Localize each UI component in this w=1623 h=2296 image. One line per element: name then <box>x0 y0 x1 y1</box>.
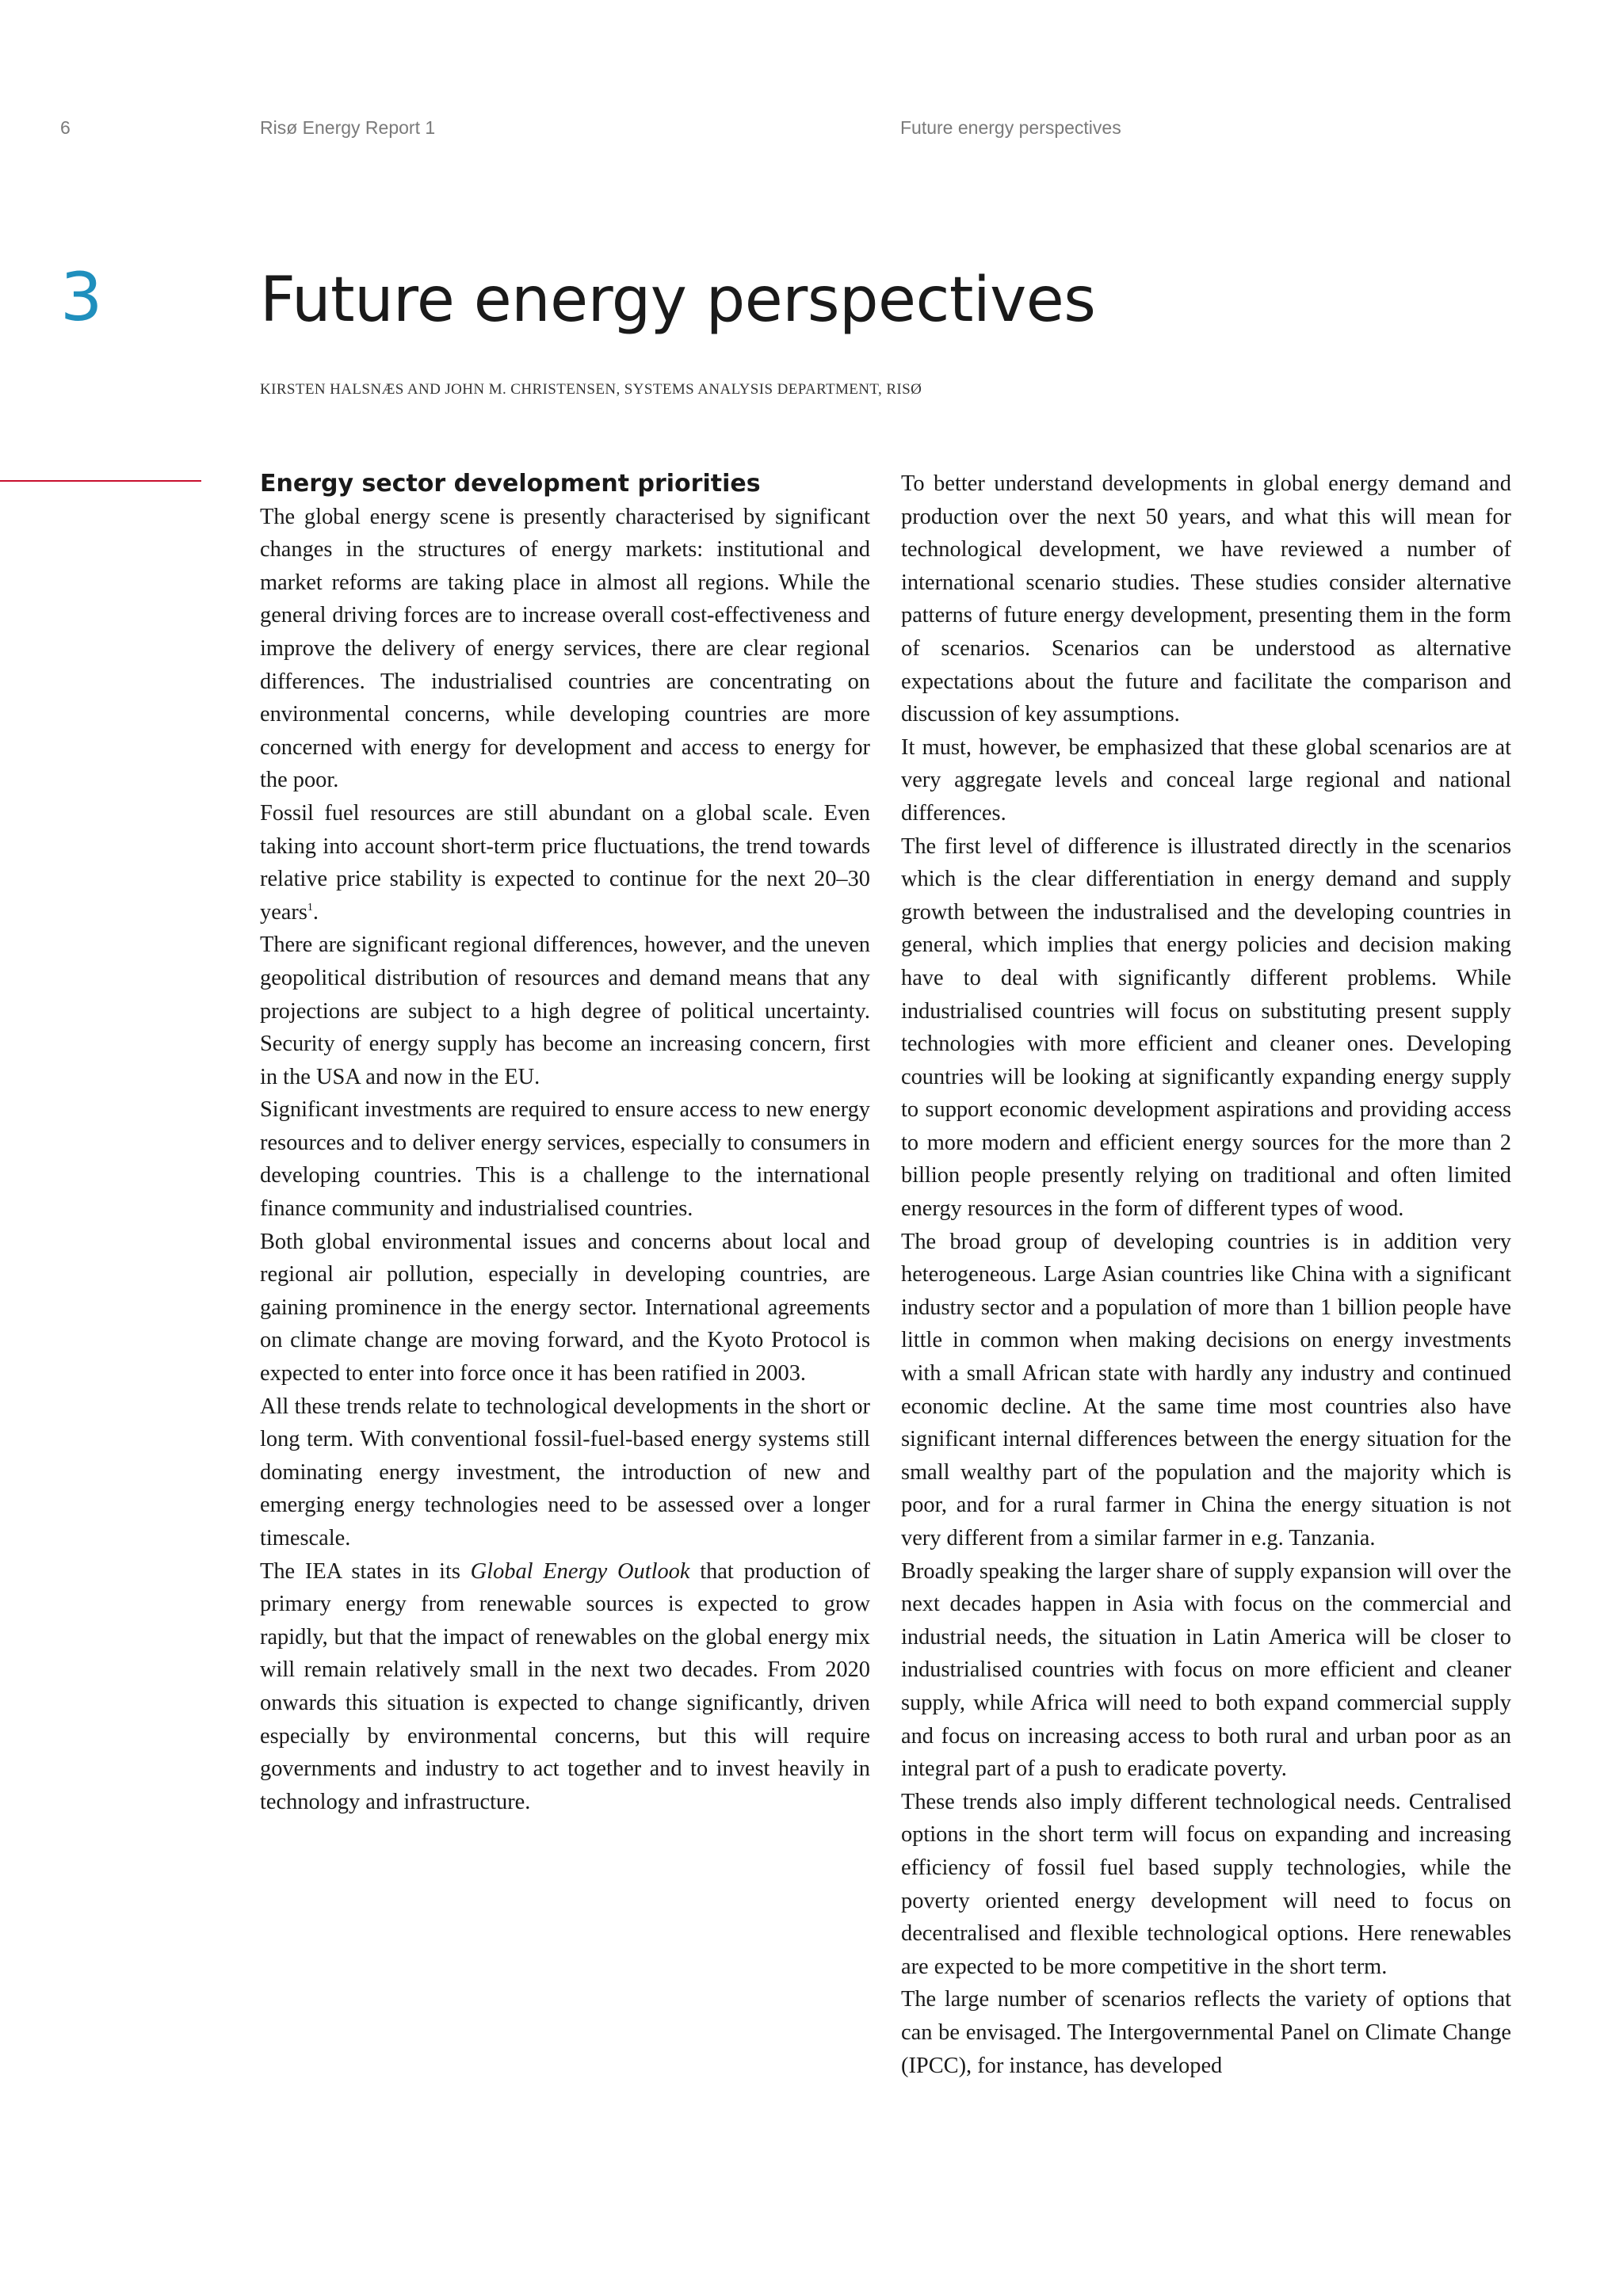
report-title: Risø Energy Report 1 <box>260 117 436 138</box>
paragraph-2-text: Fossil fuel resources are still abundant on a global scale. Even taking into account short-term price fluctuations, the trend towards relative price stability is expected to continue for the next 20–30 years <box>260 800 870 925</box>
paragraph-10: The first level of difference is illustrated directly in the scenarios which is the clear differentiation in energy demand and supply growth between the industralised and the developing countries in general, which implies that energy policies and decision making have to deal with significantly different problems. While industrialised countries will focus on substituting present supply technologies with more efficient and cleaner ones. Developing countries will be looking at significantly expanding energy supply to support economic development aspirations and providing access to more modern and efficient energy sources for the more than 2 billion people presently relying on traditional and often limited energy resources in the form of different types of wood. <box>901 833 1511 1222</box>
paragraph-7-rest: that production of primary energy from renewable sources is expected to grow rapidly, but that the impact of renewables on the global energy mix will remain relatively small in the next two decades. From 2020 onwards this situation is expected to change significantly, driven especially by environmental concerns, but this will require governments and industry to act together and to invest heavily in technology and infrastructure. <box>260 1558 870 1814</box>
publication-title: Global Energy Outlook <box>470 1558 690 1584</box>
paragraph-1: The global energy scene is presently characterised by significant changes in the structures of energy markets: institutional and market reforms are taking place in almost all regions. While the general driving forces are to increase overall cost-effectiveness and improve the delivery of energy services, there are clear regional differences. The industrialised countries are concentrating on environmental concerns, while developing countries are more concerned with energy for development and access to energy for the poor. <box>260 504 870 793</box>
paragraph-7 <box>260 1555 870 1819</box>
chapter-title: Future energy perspectives <box>260 265 1096 336</box>
paragraph-7-start: The IEA states in its <box>260 1558 471 1584</box>
paragraph-13: These trends also imply different technological needs. Centralised options in the short term will focus on expanding and increasing efficiency of fossil fuel based supply technologies, while the poverty oriented energy development will need to focus on decentralised and flexible technological options. Here renewables are expected to be more competitive in the short term. <box>901 1789 1511 1979</box>
footnote-marker: 1 <box>307 901 313 913</box>
paragraph-5: Both global environmental issues and concerns about local and regional air pollution, especially in developing countries, are gaining prominence in the energy sector. International agreements on climate change are moving forward, and the Kyoto Protocol is expected to enter into force once it has been ratified in 2003. <box>260 1229 870 1386</box>
paragraph-2 <box>260 797 870 929</box>
section-heading: Energy sector development priorities <box>260 470 761 498</box>
text-column-left <box>260 467 870 1818</box>
paragraph-8-continued: To better understand developments in global energy demand and production over the next 50 years, and what this will mean for technological development, we have reviewed a number of international scenario studies. These studies consider alternative patterns of future energy development, presenting them in the form of scenarios. Scenarios can be understood as alternative expectations about the future and facilitate the comparison and discussion of key assumptions. <box>901 471 1511 727</box>
chapter-number: 3 <box>60 258 103 336</box>
paragraph-3: There are significant regional differences, however, and the uneven geopolitical distribution of resources and demand means that any projections are subject to a high degree of political uncertainty. Security of energy supply has become an increasing concern, first in the USA and now in the EU. <box>260 933 870 1089</box>
running-section-title: Future energy perspectives <box>900 117 1121 138</box>
paragraph-11: The broad group of developing countries is in addition very heterogeneous. Large Asian countries like China with a significant industry sector and a population of more than 1 billion people have little in common when making decisions on energy investments with a small African state with hardly any industry and continued economic decline. At the same time most countries also have significant internal differences between the energy situation for the small wealthy part of the population and the majority which is poor, and for a rural farmer in China the energy situation is not very different from a similar farmer in e.g. Tanzania. <box>901 1229 1511 1550</box>
paragraph-6: All these trends relate to technological developments in the short or long term. With conventional fossil-fuel-based energy systems still dominating energy investment, the introduction of new and emerging energy technologies need to be assessed over a longer timescale. <box>260 1394 870 1550</box>
page-number: 6 <box>60 117 71 138</box>
paragraph-4: Significant investments are required to ensure access to new energy resources and to deliver energy services, especially to consumers in developing countries. This is a challenge to the international finance community and industrialised countries. <box>260 1097 870 1222</box>
paragraph-14: The large number of scenarios reflects the variety of options that can be envisaged. The Intergovernmental Panel on Climate Change (IPCC), for instance, has developed <box>901 1987 1511 2078</box>
paragraph-9: It must, however, be emphasized that these global scenarios are at very aggregate levels and conceal large regional and national differences. <box>901 734 1511 826</box>
chapter-authors: KIRSTEN HALSNÆS AND JOHN M. CHRISTENSEN, SYSTEMS ANALYSIS DEPARTMENT, RISØ <box>260 381 922 398</box>
text-column-right <box>901 467 1511 2082</box>
paragraph-2-end: . <box>312 899 319 925</box>
section-rule <box>0 480 201 482</box>
paragraph-12: Broadly speaking the larger share of supply expansion will over the next decades happen in Asia with focus on the commercial and industrial needs, the situation in Latin America will be closer to industrialised countries with focus on more efficient and cleaner supply, while Africa will need to both expand commercial supply and focus on increasing access to both rural and urban poor as an integral part of a push to eradicate poverty. <box>901 1558 1511 1782</box>
